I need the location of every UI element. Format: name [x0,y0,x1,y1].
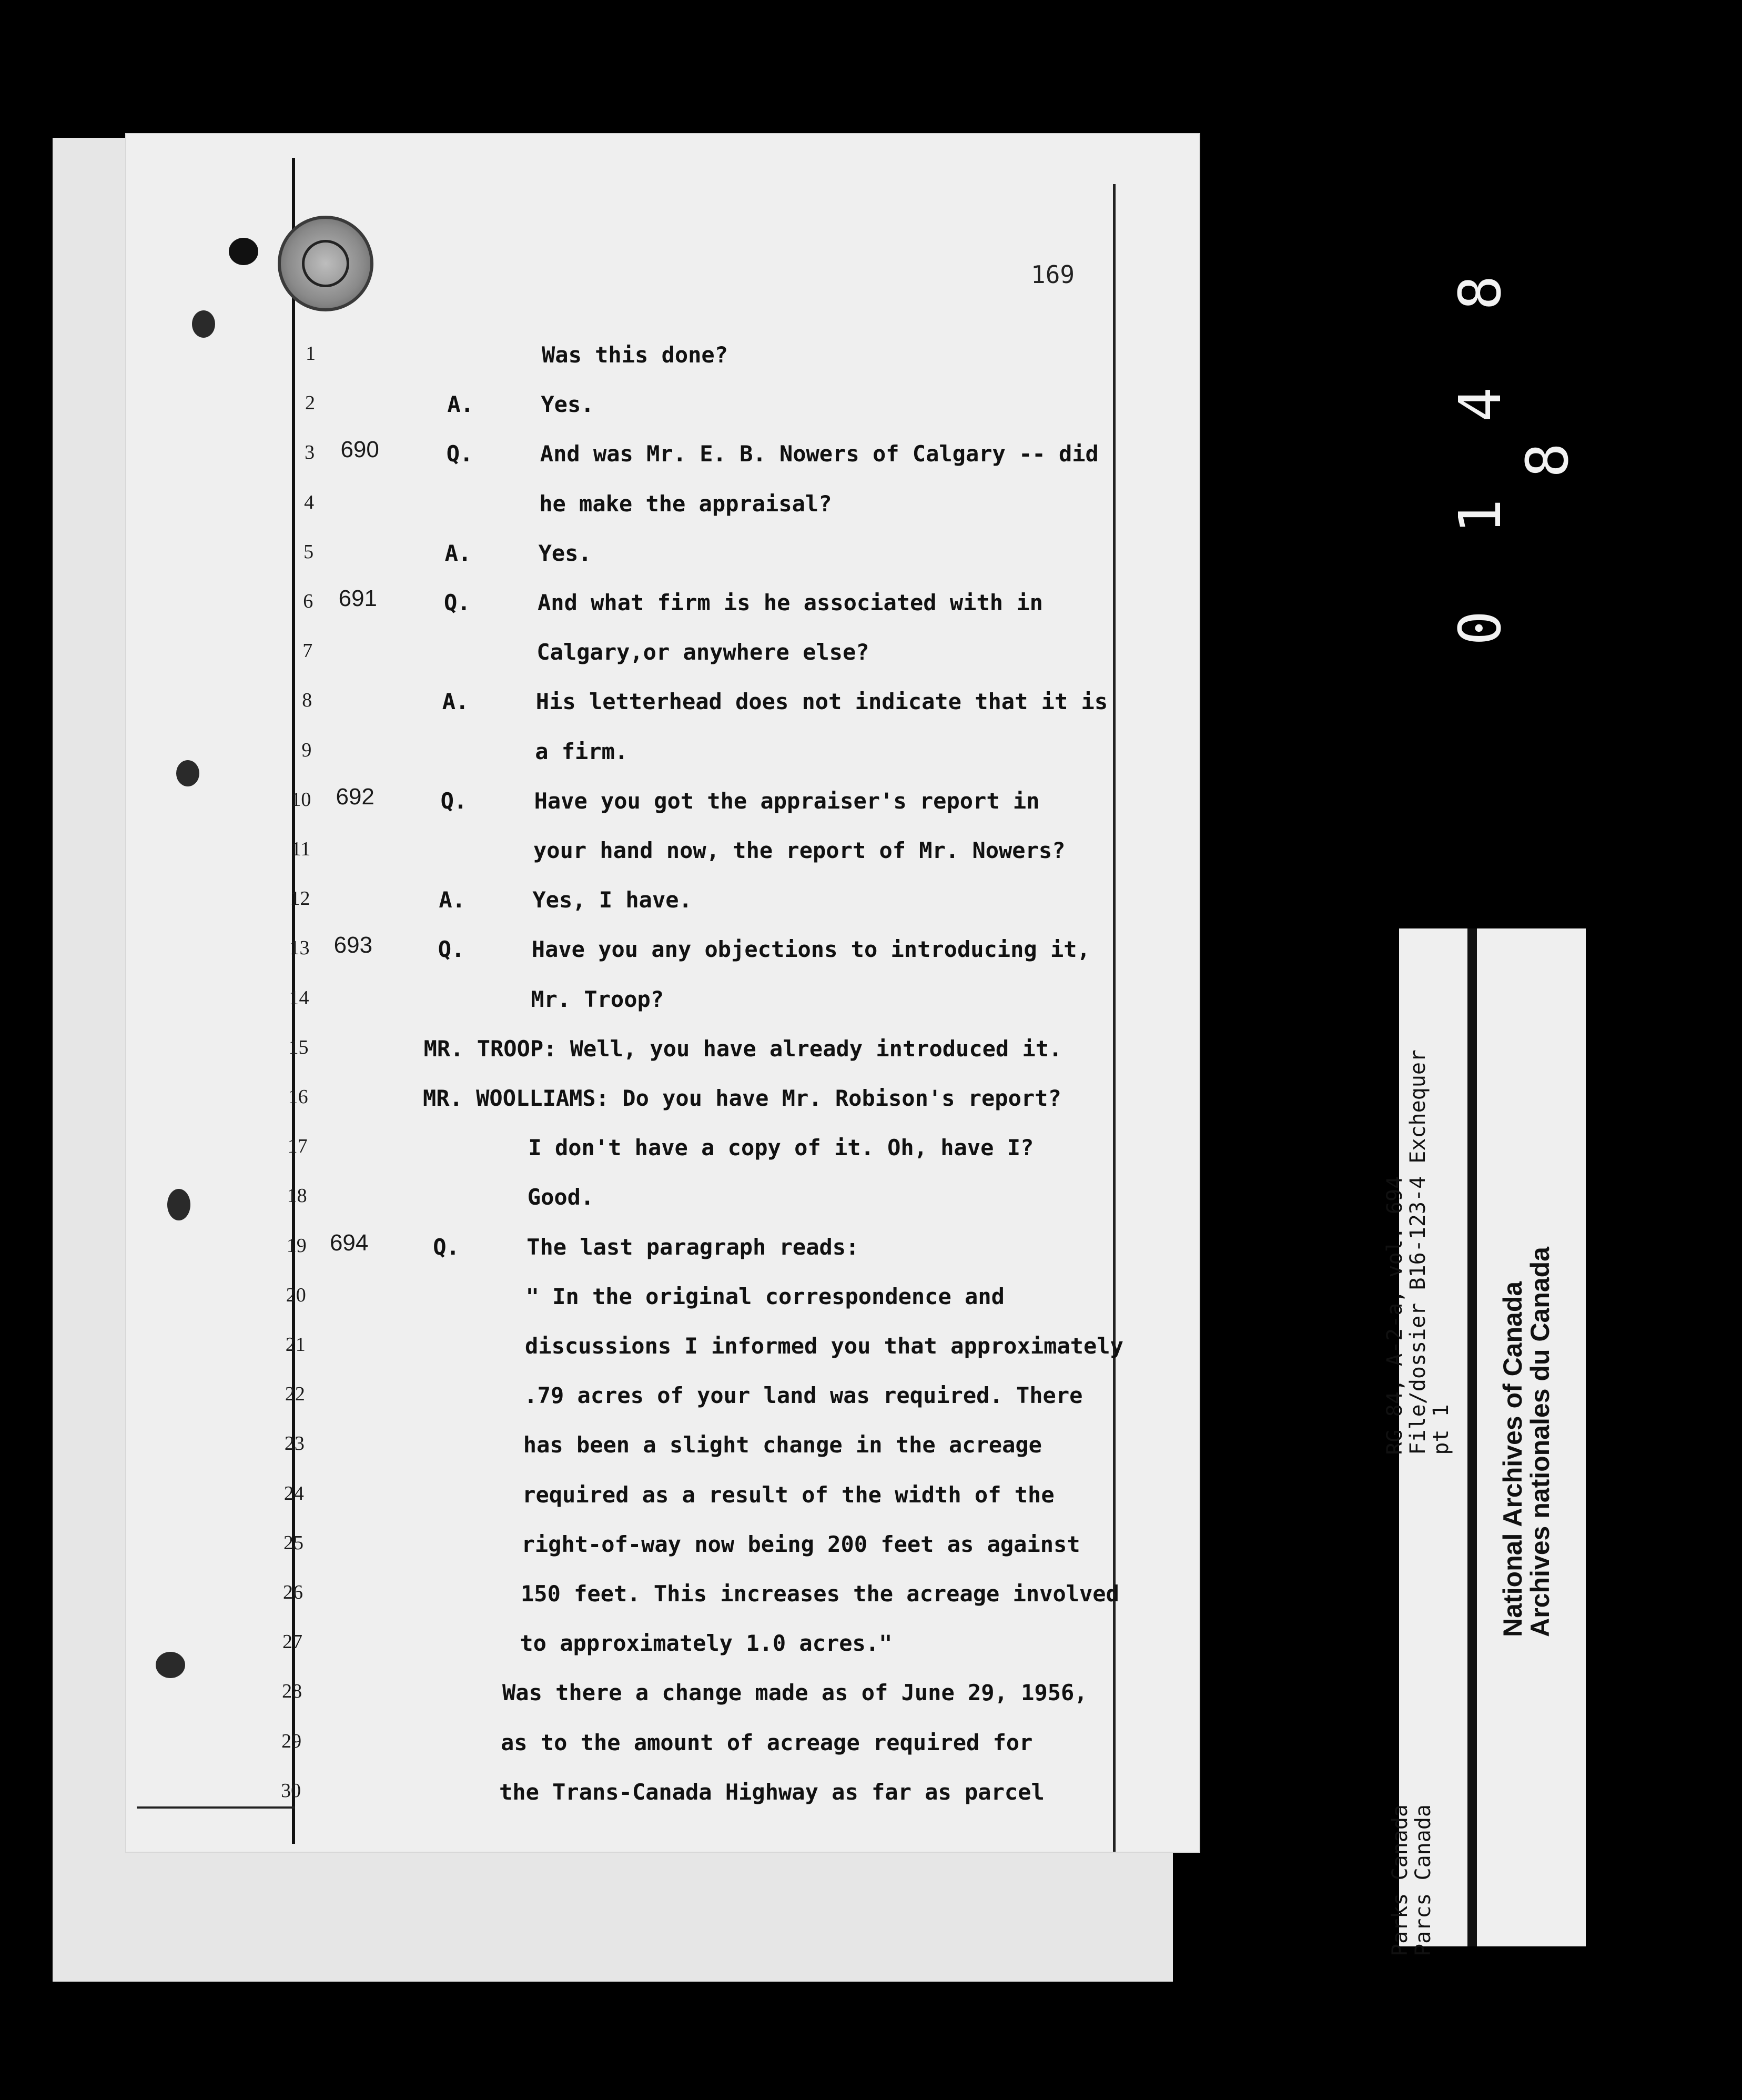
binder-hole-3 [176,760,199,786]
transcript-text: Yes, I have. [532,887,692,913]
binder-hole-1 [229,238,258,265]
transcript-text: Have you got the appraiser's report in [534,788,1040,814]
line-number: 26 [283,1581,303,1603]
speaker-marker: A. [439,887,465,913]
transcript-text: to approximately 1.0 acres." [520,1630,893,1657]
transcript-text: he make the appraisal? [539,490,832,517]
line-number: 2 [305,392,316,415]
line-number: 11 [291,838,311,860]
transcript-text: Was there a change made as of June 29, 1956, [502,1680,1088,1706]
line-number: 24 [283,1482,304,1505]
archive-label-band [1467,928,1477,1946]
line-number: 5 [303,540,314,563]
transcription-seal-icon [278,216,373,311]
transcript-text: Yes. [538,540,592,566]
transcript-text: the Trans-Canada Highway as far as parcel [499,1779,1045,1805]
transcript-text: Mr. Troop? [531,986,664,1012]
transcript-text: The last paragraph reads: [526,1234,859,1260]
transcript-text: your hand now, the report of Mr. Nowers? [533,837,1066,863]
archives-label: National Archives of Canada Archives nationales du Canada [1498,1247,1555,1637]
line-number: 25 [283,1531,303,1554]
transcript-text: Was this done? [542,342,728,368]
transcript-text: 150 feet. This increases the acreage involved [521,1581,1119,1607]
transcript-text: required as a result of the width of the [522,1481,1055,1508]
transcript-text: a firm. [535,738,629,764]
transcript-text: as to the amount of acreage required for [501,1729,1033,1755]
speaker-marker: Q. [433,1234,460,1260]
line-number: 28 [282,1680,302,1703]
transcript-text: has been a slight change in the acreage [523,1432,1042,1458]
transcript-text: And was Mr. E. B. Nowers of Calgary -- did [540,441,1099,467]
line-number: 19 [286,1234,307,1257]
line-number: 7 [302,640,313,662]
speaker-marker: Q. [438,936,465,963]
frame-number: 0 1 4 8 8 [1446,254,1581,645]
question-number: 691 [338,585,378,611]
line-number: 20 [286,1284,306,1306]
line-number: 23 [284,1432,305,1455]
line-number: 16 [288,1086,308,1108]
line-number: 27 [282,1631,303,1653]
transcript-text: Calgary,or anywhere else? [536,639,869,665]
line-number: 9 [301,739,312,761]
speaker-marker: A. [447,391,474,418]
bottom-rule [137,1806,295,1809]
question-number: 690 [340,437,379,463]
transcript-text: MR. TROOP: Well, you have already introduced it. [423,1035,1062,1062]
line-number: 1 [306,342,316,365]
transcript-text: And what firm is he associated with in [538,590,1043,615]
speaker-marker: A. [444,540,472,566]
speaker-marker: A. [442,689,469,715]
line-number: 17 [287,1135,308,1158]
line-number: 14 [289,986,309,1009]
binder-hole-2 [192,310,215,338]
transcript-text: I don't have a copy of it. Oh, have I? [528,1135,1034,1161]
line-number: 3 [305,441,315,464]
speaker-marker: Q. [444,590,471,615]
transcript-text: right-of-way now being 200 feet as against [521,1531,1080,1557]
line-number: 4 [304,491,315,513]
line-number: 21 [285,1334,306,1356]
line-number: 6 [303,590,313,612]
line-number: 29 [281,1730,302,1752]
transcript-text: MR. WOOLLIAMS: Do you have Mr. Robison's report? [423,1085,1061,1111]
transcript-text: " In the original correspondence and [525,1283,1005,1309]
page-number: 169 [1031,260,1075,289]
record-group-label: RG 84, A-2-a, vol. 694 File/dossier B16-123-4 Exchequer pt 1 [1383,1049,1453,1455]
transcript-text: .79 acres of your land was required. There [524,1382,1083,1409]
transcript-text: His letterhead does not indicate that it is [535,689,1108,715]
speaker-marker: Q. [440,788,468,814]
question-number: 694 [329,1229,369,1256]
line-number: 10 [291,788,311,811]
line-number: 15 [288,1036,309,1058]
speaker-marker: Q. [446,441,473,467]
line-number: 12 [290,887,310,910]
department-label: Parks Canada Parcs Canada [1388,1804,1435,1956]
line-number: 22 [285,1383,305,1406]
transcript-text: Good. [527,1184,594,1210]
transcript-text: Yes. [541,391,594,418]
transcript-text: discussions I informed you that approximately [525,1333,1123,1359]
line-number: 8 [302,689,312,712]
line-number: 18 [287,1185,307,1207]
line-number: 30 [281,1779,301,1802]
binder-hole-5 [156,1652,185,1678]
line-number: 13 [289,937,310,960]
question-number: 692 [336,783,374,810]
binder-hole-4 [167,1189,190,1220]
transcript-text: Have you any objections to introducing it, [531,936,1090,963]
question-number: 693 [333,932,373,958]
